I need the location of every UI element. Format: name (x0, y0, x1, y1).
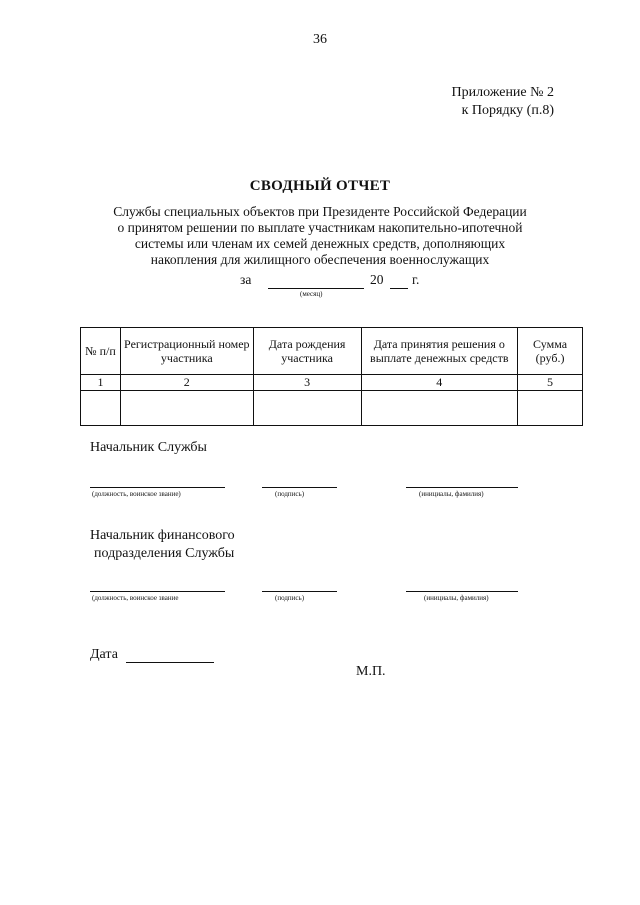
signature-2-title-line-2: подразделения Службы (94, 546, 235, 561)
signature-2-position-caption: (должность, воинское звание (92, 594, 179, 602)
appendix-note (452, 84, 555, 120)
year-prefix: 20 (370, 272, 384, 287)
signature-1-sign-caption: (подпись) (275, 490, 305, 498)
empty-cell (81, 391, 121, 426)
signature-2-position-line (90, 591, 225, 592)
month-caption: (месяц) (300, 290, 323, 298)
column-number-cell: 1 (81, 375, 121, 391)
signature-1-position-caption: (должность, воинское звание) (92, 490, 181, 498)
appendix-line-1: Приложение № 2 (451, 85, 554, 100)
report-period (240, 272, 480, 302)
signature-1-title (90, 439, 207, 457)
empty-cell (120, 391, 253, 426)
period-for-label: за (240, 272, 252, 287)
signature-2-sign-line (262, 591, 337, 592)
header-cell-amount: Сумма (руб.) (518, 328, 583, 375)
subtitle-line-1: Службы специальных объектов при Президенте Российской Федерации (113, 204, 527, 219)
year-suffix: г. (412, 272, 420, 287)
document-title: СВОДНЫЙ ОТЧЕТ (249, 178, 391, 194)
signature-2-sign-caption: (подпись) (275, 594, 305, 602)
year-blank-line (390, 288, 408, 289)
empty-cell (361, 391, 518, 426)
appendix-line-2: к Порядку (п.8) (461, 103, 554, 118)
signature-1-title-line-1: Начальник Службы (90, 440, 207, 455)
signature-2-name-caption: (инициалы, фамилия) (424, 594, 489, 602)
column-number-row (81, 375, 583, 391)
stamp-place: М.П. (356, 664, 386, 679)
date-label: Дата (90, 647, 118, 662)
header-cell-reg-number: Регистрационный номер участника (120, 328, 253, 375)
signature-1-name-line (406, 487, 518, 488)
column-number-cell: 4 (361, 375, 518, 391)
date-blank-line (126, 662, 214, 663)
signature-2-title-line-1: Начальник финансового (90, 528, 235, 543)
header-cell-number: № п/п (81, 328, 121, 375)
signature-1-position-line (90, 487, 225, 488)
subtitle-line-4: накопления для жилищного обеспечения военнослужащих (150, 252, 490, 267)
header-cell-decision-date: Дата принятия решения о выплате денежных средств (361, 328, 518, 375)
signature-1-name-caption: (инициалы, фамилия) (419, 490, 484, 498)
page-number: 36 (313, 32, 327, 47)
table-header-row (81, 328, 583, 375)
column-number-cell: 2 (120, 375, 253, 391)
month-blank-line (268, 288, 364, 289)
signature-1-sign-line (262, 487, 337, 488)
empty-data-row (81, 391, 583, 426)
report-table (80, 327, 583, 426)
empty-cell (518, 391, 583, 426)
document-subtitle (70, 204, 570, 268)
column-number-cell: 3 (253, 375, 361, 391)
signature-2-name-line (406, 591, 518, 592)
signature-2-title (90, 527, 235, 563)
subtitle-line-3: системы или членам их семей денежных средств, дополняющих (134, 236, 506, 251)
empty-cell (253, 391, 361, 426)
header-cell-birth-date: Дата рождения участника (253, 328, 361, 375)
subtitle-line-2: о принятом решении по выплате участникам накопительно-ипотечной (117, 220, 523, 235)
column-number-cell: 5 (518, 375, 583, 391)
